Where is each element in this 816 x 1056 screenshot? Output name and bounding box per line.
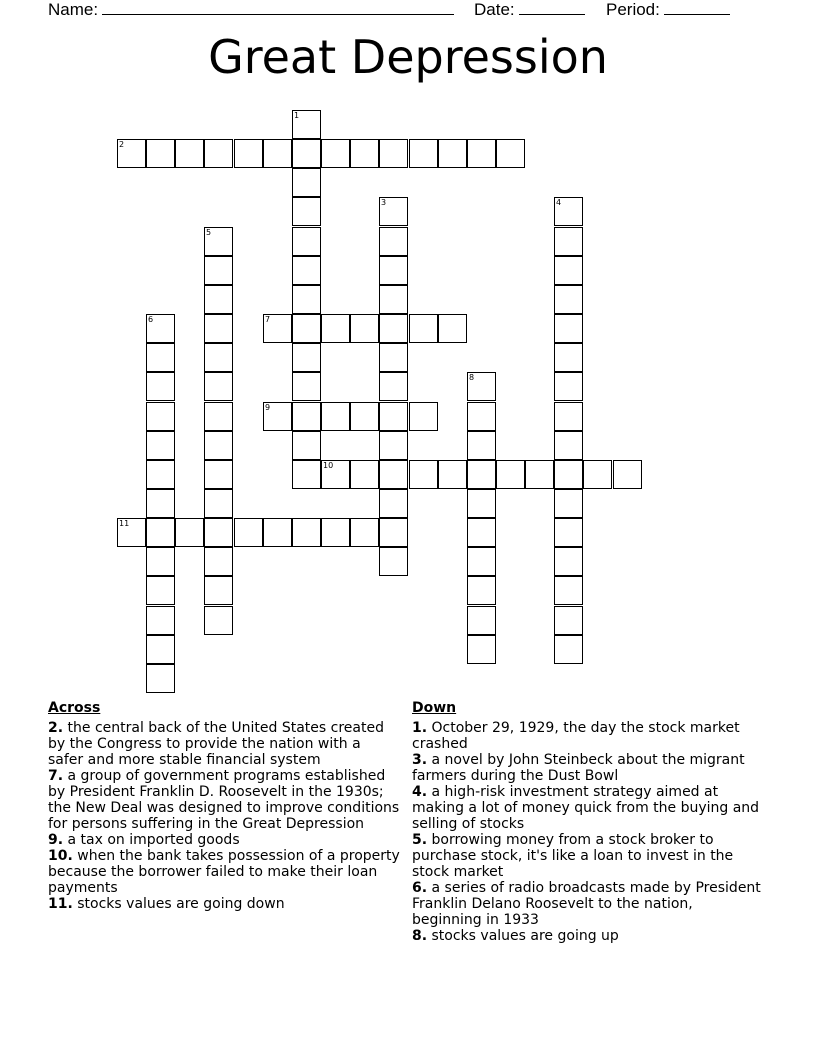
clue-item-text: a novel by John Steinbeck about the migrant farmers during the Dust Bowl	[412, 752, 745, 784]
across-clues	[48, 700, 400, 912]
grid-cell[interactable]	[146, 635, 175, 664]
grid-cell[interactable]	[146, 664, 175, 693]
grid-cell[interactable]	[292, 139, 321, 168]
grid-cell[interactable]	[350, 314, 379, 343]
clue-item	[412, 832, 762, 880]
grid-cell[interactable]	[234, 518, 263, 547]
grid-cell[interactable]	[321, 460, 350, 489]
grid-cell[interactable]	[146, 139, 175, 168]
grid-cell[interactable]	[350, 139, 379, 168]
grid-cell[interactable]	[554, 343, 583, 372]
clue-item-text: a high-risk investment strategy aimed at making a lot of money quick from the buying and selling of stocks	[412, 784, 760, 832]
clue-item-text: stocks values are going down	[77, 896, 285, 912]
grid-cell[interactable]	[146, 489, 175, 518]
grid-cell[interactable]	[146, 460, 175, 489]
clue-item-number: 2.	[48, 720, 64, 736]
grid-cell[interactable]	[292, 343, 321, 372]
grid-cell[interactable]	[204, 343, 233, 372]
grid-cell[interactable]	[321, 518, 350, 547]
grid-cell[interactable]	[321, 402, 350, 431]
grid-cell[interactable]	[292, 197, 321, 226]
clue-item-text: a group of government programs established by President Franklin D. Roosevelt in the 1930s; the New Deal was designed to improve conditions for persons suffering in the Great Depression	[48, 768, 400, 832]
grid-cell[interactable]	[554, 227, 583, 256]
grid-cell[interactable]	[175, 518, 204, 547]
grid-cell[interactable]	[379, 372, 408, 401]
grid-cell[interactable]	[204, 606, 233, 635]
grid-cell[interactable]	[379, 518, 408, 547]
grid-cell[interactable]	[467, 372, 496, 401]
grid-cell[interactable]	[204, 227, 233, 256]
grid-cell[interactable]	[146, 518, 175, 547]
grid-cell[interactable]	[554, 314, 583, 343]
grid-cell[interactable]	[263, 518, 292, 547]
grid-cell[interactable]	[234, 139, 263, 168]
clue-item-text: a series of radio broadcasts made by President Franklin Delano Roosevelt to the nation, beginning in 1933	[412, 880, 761, 928]
grid-cell[interactable]	[467, 606, 496, 635]
grid-cell[interactable]	[204, 431, 233, 460]
grid-cell[interactable]	[554, 372, 583, 401]
grid-cell[interactable]	[554, 460, 583, 489]
clue-item	[48, 896, 400, 912]
grid-cell[interactable]	[350, 518, 379, 547]
grid-cell[interactable]	[350, 460, 379, 489]
grid-cell[interactable]	[379, 256, 408, 285]
grid-cell[interactable]	[292, 518, 321, 547]
grid-cell[interactable]	[379, 489, 408, 518]
clue-item	[48, 720, 400, 768]
down-clues	[412, 700, 762, 944]
grid-cell[interactable]	[292, 256, 321, 285]
grid-cell[interactable]	[117, 518, 146, 547]
clue-item	[412, 928, 762, 944]
grid-cell[interactable]	[292, 227, 321, 256]
grid-cell[interactable]	[613, 460, 642, 489]
clue-item-number: 4.	[412, 784, 428, 800]
grid-cell[interactable]	[554, 635, 583, 664]
grid-cell[interactable]	[146, 314, 175, 343]
grid-cell[interactable]	[409, 314, 438, 343]
clue-number: 6	[148, 315, 154, 324]
grid-cell[interactable]	[292, 372, 321, 401]
grid-cell[interactable]	[204, 576, 233, 605]
grid-cell[interactable]	[146, 343, 175, 372]
grid-cell[interactable]	[554, 402, 583, 431]
period-label: Period:	[606, 0, 660, 19]
grid-cell[interactable]	[146, 372, 175, 401]
grid-cell[interactable]	[379, 285, 408, 314]
clue-item	[48, 768, 400, 832]
across-heading: Across	[48, 700, 101, 716]
grid-cell[interactable]	[292, 402, 321, 431]
grid-cell[interactable]	[467, 576, 496, 605]
clue-number: 10	[323, 461, 334, 470]
clue-number: 7	[265, 315, 271, 324]
grid-cell[interactable]	[204, 489, 233, 518]
grid-cell[interactable]	[292, 314, 321, 343]
grid-cell[interactable]	[292, 460, 321, 489]
grid-cell[interactable]	[292, 168, 321, 197]
grid-cell[interactable]	[438, 139, 467, 168]
clue-item-text: when the bank takes possession of a property because the borrower failed to make their loan payments	[48, 848, 400, 896]
grid-cell[interactable]	[379, 547, 408, 576]
grid-cell[interactable]	[204, 256, 233, 285]
grid-cell[interactable]	[263, 139, 292, 168]
grid-cell[interactable]	[204, 518, 233, 547]
clue-number: 9	[265, 403, 271, 412]
clue-item-number: 1.	[412, 720, 428, 736]
grid-cell[interactable]	[292, 285, 321, 314]
grid-cell[interactable]	[379, 227, 408, 256]
clue-item-text: stocks values are going up	[431, 928, 619, 944]
grid-cell[interactable]	[379, 431, 408, 460]
grid-cell[interactable]	[554, 285, 583, 314]
grid-cell[interactable]	[263, 402, 292, 431]
grid-cell[interactable]	[583, 460, 612, 489]
grid-cell[interactable]	[204, 547, 233, 576]
date-label: Date:	[474, 0, 515, 19]
clue-item-number: 8.	[412, 928, 428, 944]
grid-cell[interactable]	[379, 139, 408, 168]
grid-cell[interactable]	[438, 314, 467, 343]
clue-number: 8	[469, 373, 475, 382]
page-title: Great Depression	[208, 30, 608, 84]
across-clue-list	[48, 720, 400, 912]
clue-item-number: 5.	[412, 832, 428, 848]
grid-cell[interactable]	[554, 256, 583, 285]
grid-cell[interactable]	[146, 547, 175, 576]
grid-cell[interactable]	[146, 431, 175, 460]
clue-item-number: 3.	[412, 752, 428, 768]
clue-number: 11	[119, 519, 130, 528]
clue-item-number: 9.	[48, 832, 64, 848]
grid-cell[interactable]	[409, 402, 438, 431]
grid-cell[interactable]	[554, 518, 583, 547]
grid-cell[interactable]	[204, 460, 233, 489]
grid-cell[interactable]	[554, 547, 583, 576]
clue-item	[412, 720, 762, 752]
grid-cell[interactable]	[379, 460, 408, 489]
grid-cell[interactable]	[496, 460, 525, 489]
grid-cell[interactable]	[204, 402, 233, 431]
grid-cell[interactable]	[204, 314, 233, 343]
grid-cell[interactable]	[321, 139, 350, 168]
grid-cell[interactable]	[496, 139, 525, 168]
grid-cell[interactable]	[146, 606, 175, 635]
clue-item-number: 6.	[412, 880, 428, 896]
grid-cell[interactable]	[525, 460, 554, 489]
clue-item-text: October 29, 1929, the day the stock market crashed	[412, 720, 740, 752]
grid-cell[interactable]	[554, 197, 583, 226]
grid-cell[interactable]	[263, 314, 292, 343]
grid-cell[interactable]	[409, 139, 438, 168]
grid-cell[interactable]	[379, 343, 408, 372]
grid-cell[interactable]	[292, 431, 321, 460]
name-label: Name:	[48, 0, 99, 19]
clue-item-text: borrowing money from a stock broker to purchase stock, it's like a loan to invest in the stock market	[412, 832, 734, 880]
clue-item	[412, 784, 762, 832]
grid-cell[interactable]	[350, 402, 379, 431]
grid-cell[interactable]	[146, 576, 175, 605]
grid-cell[interactable]	[467, 518, 496, 547]
down-clue-list	[412, 720, 762, 944]
grid-cell[interactable]	[146, 402, 175, 431]
grid-cell[interactable]	[467, 139, 496, 168]
clue-number: 3	[381, 198, 387, 207]
clue-item-text: the central back of the United States created by the Congress to provide the nation with a safer and more stable financial system	[48, 720, 384, 768]
grid-cell[interactable]	[204, 285, 233, 314]
grid-cell[interactable]	[467, 460, 496, 489]
grid-cell[interactable]	[467, 635, 496, 664]
grid-cell[interactable]	[379, 402, 408, 431]
clue-number: 5	[206, 228, 212, 237]
grid-cell[interactable]	[117, 139, 146, 168]
clue-number: 4	[556, 198, 562, 207]
grid-cell[interactable]	[554, 606, 583, 635]
grid-cell[interactable]	[379, 314, 408, 343]
clue-item-number: 10.	[48, 848, 73, 864]
grid-cell[interactable]	[292, 110, 321, 139]
grid-cell[interactable]	[204, 139, 233, 168]
grid-cell[interactable]	[438, 460, 467, 489]
clue-item	[48, 832, 400, 848]
clue-item-text: a tax on imported goods	[67, 832, 240, 848]
grid-cell[interactable]	[379, 197, 408, 226]
grid-cell[interactable]	[554, 489, 583, 518]
grid-cell[interactable]	[467, 489, 496, 518]
clue-item-number: 11.	[48, 896, 73, 912]
clue-item	[412, 752, 762, 784]
grid-cell[interactable]	[554, 576, 583, 605]
grid-cell[interactable]	[204, 372, 233, 401]
grid-cell[interactable]	[409, 460, 438, 489]
down-heading: Down	[412, 700, 457, 716]
clue-item	[48, 848, 400, 896]
grid-cell[interactable]	[321, 314, 350, 343]
clue-item	[412, 880, 762, 928]
grid-cell[interactable]	[554, 431, 583, 460]
grid-cell[interactable]	[467, 547, 496, 576]
grid-cell[interactable]	[467, 402, 496, 431]
clue-number: 1	[294, 111, 300, 120]
clue-item-number: 7.	[48, 768, 64, 784]
grid-cell[interactable]	[175, 139, 204, 168]
clue-number: 2	[119, 140, 125, 149]
grid-cell[interactable]	[467, 431, 496, 460]
